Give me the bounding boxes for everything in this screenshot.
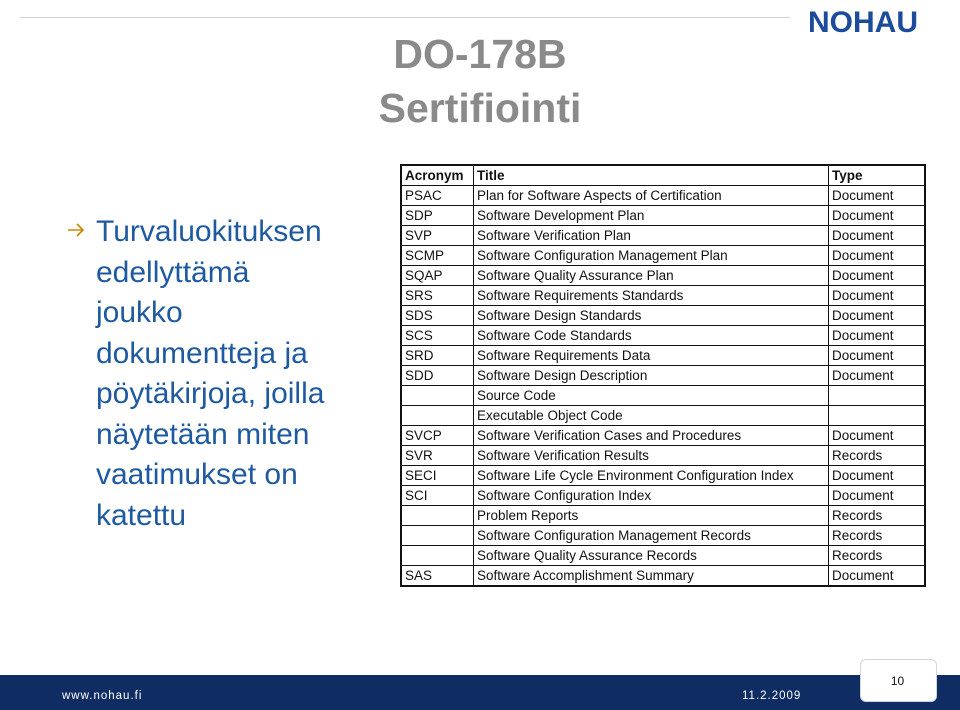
- cell-acronym: [401, 406, 474, 426]
- cell-acronym: PSAC: [401, 186, 474, 206]
- footer-date: 11.2.2009: [742, 690, 802, 702]
- cell-title: Source Code: [474, 386, 829, 406]
- header-acronym: Acronym: [401, 165, 474, 186]
- cell-acronym: SCMP: [401, 246, 474, 266]
- cell-type: Document: [829, 426, 926, 446]
- cell-type: Records: [829, 506, 926, 526]
- cell-acronym: SDP: [401, 206, 474, 226]
- cell-acronym: SQAP: [401, 266, 474, 286]
- cell-title: Software Quality Assurance Records: [474, 546, 829, 566]
- cell-title: Software Configuration Management Plan: [474, 246, 829, 266]
- cell-acronym: SVR: [401, 446, 474, 466]
- cell-acronym: SDD: [401, 366, 474, 386]
- cell-acronym: SAS: [401, 566, 474, 587]
- cell-type: [829, 406, 926, 426]
- cell-acronym: [401, 546, 474, 566]
- cell-type: [829, 386, 926, 406]
- footer-bar: [0, 675, 960, 710]
- table-row: [401, 466, 925, 486]
- table-row: [401, 566, 925, 587]
- cell-type: Document: [829, 466, 926, 486]
- bullet-line: joukko: [96, 296, 183, 329]
- table-row: [401, 506, 925, 526]
- table-row: [401, 446, 925, 466]
- cell-title: Software Requirements Data: [474, 346, 829, 366]
- table-row: [401, 406, 925, 426]
- table-row: [401, 386, 925, 406]
- cell-acronym: SCI: [401, 486, 474, 506]
- cell-acronym: [401, 526, 474, 546]
- cell-title: Plan for Software Aspects of Certification: [474, 186, 829, 206]
- cell-title: Software Configuration Management Records: [474, 526, 829, 546]
- cell-title: Software Configuration Index: [474, 486, 829, 506]
- arrow-bullet-icon: [66, 222, 86, 238]
- cell-type: Document: [829, 246, 926, 266]
- header-divider: [20, 17, 790, 18]
- page-title-line1: DO-178B: [393, 31, 567, 77]
- cell-type: Document: [829, 486, 926, 506]
- cell-type: Document: [829, 326, 926, 346]
- table-row: [401, 426, 925, 446]
- cell-title: Software Life Cycle Environment Configuration Index: [474, 466, 829, 486]
- table-row: [401, 366, 925, 386]
- cell-type: Document: [829, 226, 926, 246]
- cell-title: Software Verification Results: [474, 446, 829, 466]
- cell-acronym: SRS: [401, 286, 474, 306]
- table-row: [401, 226, 925, 246]
- bullet-line: vaatimukset on: [96, 458, 298, 491]
- cell-title: Software Design Description: [474, 366, 829, 386]
- cell-acronym: SDS: [401, 306, 474, 326]
- bullet-line: edellyttämä: [96, 255, 250, 289]
- cell-acronym: SRD: [401, 346, 474, 366]
- table-header-row: [401, 165, 925, 186]
- cell-type: Document: [829, 266, 926, 286]
- bullet-line: pöytäkirjoja, joilla: [96, 377, 325, 410]
- table-row: [401, 206, 925, 226]
- cell-type: Document: [829, 306, 926, 326]
- table-row: [401, 186, 925, 206]
- cell-title: Software Verification Cases and Procedures: [474, 426, 829, 446]
- cell-acronym: [401, 506, 474, 526]
- table-row: [401, 286, 925, 306]
- table-row: [401, 486, 925, 506]
- cell-type: Records: [829, 526, 926, 546]
- bullet-line: dokumentteja ja: [96, 336, 308, 370]
- cell-type: Document: [829, 186, 926, 206]
- cell-title: Software Development Plan: [474, 206, 829, 226]
- cell-title: Software Code Standards: [474, 326, 829, 346]
- cell-title: Software Accomplishment Summary: [474, 566, 829, 587]
- header-title: Title: [474, 165, 829, 186]
- bullet-line: Turvaluokituksen: [96, 215, 322, 248]
- cell-type: Document: [829, 366, 926, 386]
- bullet-text: [96, 212, 386, 536]
- table-row: [401, 266, 925, 286]
- bullet-line: katettu: [96, 498, 187, 532]
- cell-acronym: SVP: [401, 226, 474, 246]
- cell-title: Problem Reports: [474, 506, 829, 526]
- table-row: [401, 546, 925, 566]
- cell-type: Records: [829, 546, 926, 566]
- table-row: [401, 346, 925, 366]
- cell-type: Document: [829, 286, 926, 306]
- cell-acronym: SECI: [401, 466, 474, 486]
- footer-url: www.nohau.fi: [62, 690, 143, 702]
- cell-type: Document: [829, 206, 926, 226]
- table-row: [401, 526, 925, 546]
- table-row: [401, 326, 925, 346]
- svg-text:NOHAU: NOHAU: [808, 6, 918, 36]
- cell-title: Software Design Standards: [474, 306, 829, 326]
- cell-type: Document: [829, 566, 926, 587]
- cell-acronym: SCS: [401, 326, 474, 346]
- cell-acronym: SVCP: [401, 426, 474, 446]
- cell-title: Software Verification Plan: [474, 226, 829, 246]
- cell-type: Document: [829, 346, 926, 366]
- cell-title: Software Quality Assurance Plan: [474, 266, 829, 286]
- documents-table: [400, 164, 926, 587]
- header-type: Type: [829, 165, 926, 186]
- page-number: 10: [890, 674, 905, 688]
- cell-title: Software Requirements Standards: [474, 286, 829, 306]
- cell-type: Records: [829, 446, 926, 466]
- cell-acronym: [401, 386, 474, 406]
- bullet-line: näytetään miten: [96, 417, 310, 451]
- table-row: [401, 246, 925, 266]
- page-title-line2: Sertifiointi: [378, 85, 582, 131]
- table-row: [401, 306, 925, 326]
- cell-title: Executable Object Code: [474, 406, 829, 426]
